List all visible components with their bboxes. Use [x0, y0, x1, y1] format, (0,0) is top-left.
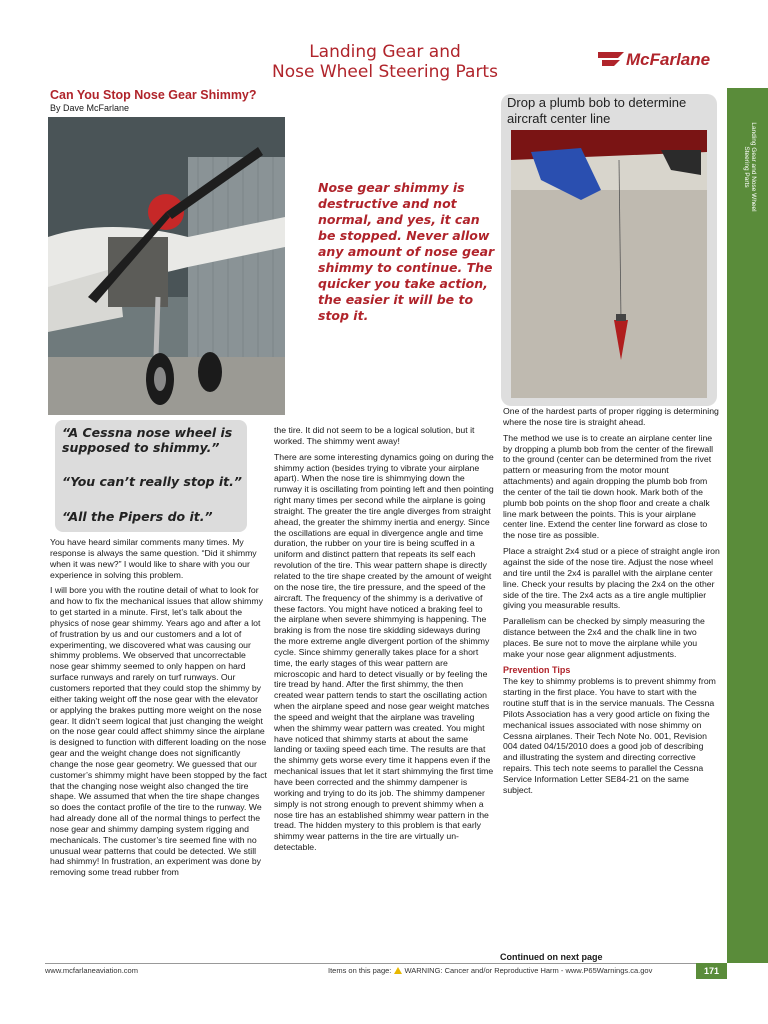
callout-title: Drop a plumb bob to determine aircraft center line — [507, 95, 687, 126]
article-intro: Nose gear shimmy is destructive and not normal, and yes, it can be stopped. Never allow any amount of nose gear shimmy to continue. The quicker you take action, the easier it will be to stop it. — [318, 180, 495, 323]
page-header-title — [230, 42, 540, 82]
body-column-3 — [503, 406, 720, 801]
col2-paragraph: There are some interesting dynamics going on during the shimmy action (besides trying to vibrate your airplane apart). When the nose tire is shimmying down the runway it is oscillating from pointing left and then pointing right many times per second while the airplane is going straight. The greater the tire angle diverges from straight ahead, the greater the shimmy inertia and energy. Since the oscillations are equal in divergence angle and time duration, the rubber on your tire is being scuffed in a uniform and distinct pattern that repeats its self each revolution of the tire. This wear pattern shape is directly related to the tire shape created by the amount of weight on the nose tire, the tire pressure, and the speed of the aircraft. The frequency of the shimmy is a derivative of these factors. You might have noticed a braking feel to the airplane when severe shimmying is happening. The braking is from the nose tire skidding sideways during the more extreme angle divergent portion of the shimmy cycle. Since shimmy generally takes place for a short time, the early stages of this wear pattern are microscopic and hard to detect visually or by feeling the tire tread by hand. After the first shimmy, the then created wear pattern tends to start the oscillating action when the airplane speed and nose gear weight matches the speed and weight that the airplane was traveling when the shimmy wear pattern was created. You might have noticed that shimmy starts at about the same landing or taxiing speed each time. The results are that the shimmy gets worse every time it happens even if the mechanical issues that let it start shimmying the first time have been corrected and the shimmy dampener is working and trying to do its job. The shimmy dampener simply is not strong enough to prevent shimmy when a nose tire has an established shimmy wear pattern in the tread. The hidden mystery to this problem is that early shimmy wear patterns in the tire are virtually un-detectable. — [274, 451, 494, 853]
warning-link[interactable]: WARNING: Cancer and/or Reproductive Harm - www.P65Warnings.ca.gov — [404, 966, 653, 975]
col3-paragraph: Parallelism can be checked by simply measuring the distance between the 2x4 and the chalk line in two places. Be sure not to move the airplane while you make your nose gear alignment adjustments. — [503, 616, 705, 659]
prevention-text: The key to shimmy problems is to prevent shimmy from starting in the first place. You have to start with the routine stuff that is in the service manuals. The Cessna Pilots Association has a very good article on fixing the mechanical issues associated with nose shimmy on Cessna airplanes. Their Tech Note No. 001, Revision 004 dated 04/15/2010 does a good job of describing and illustrating the system and directing corrective repairs. This tech note seems to parallel the Cessna Service Information Letter SE84-21 on the same subject. — [503, 676, 716, 795]
header-title-line-1: Landing Gear and — [309, 42, 461, 62]
quote-3: “All the Pipers do it.” — [62, 509, 213, 524]
continued-note: Continued on next page — [500, 952, 603, 962]
page-number: 171 — [696, 963, 727, 979]
logo-swoosh-icon — [596, 46, 726, 72]
section-side-tab — [727, 88, 768, 963]
col3-paragraph: Place a straight 2x4 stud or a piece of straight angle iron against the side of the nose tire. Adjust the nose wheel and tire until the 2x4 is parallel with the airplane center line. Check your results by placing the 2x4 on the other side of the tire. The 2x4 acts as a tire angle multiplier giving you measurable results. — [503, 546, 720, 611]
body-column-2 — [274, 425, 494, 858]
article-title: Can You Stop Nose Gear Shimmy? — [50, 88, 257, 102]
warning-triangle-icon — [394, 967, 402, 974]
article-byline: By Dave McFarlane — [50, 103, 130, 113]
mcfarlane-logo[interactable] — [596, 46, 726, 72]
col2-paragraph: the tire. It did not seem to be a logical solution, but it worked. The shimmy went away! — [274, 425, 475, 446]
footer-website-link[interactable]: www.mcfarlaneaviation.com — [45, 966, 138, 975]
quote-2: “You can’t really stop it.” — [62, 474, 242, 489]
side-tab-label: Landing Gear and Nose Wheel Steering Parts — [743, 122, 757, 212]
header-title-line-2: Nose Wheel Steering Parts — [272, 62, 498, 82]
footer-warning — [328, 966, 652, 975]
quote-1: “A Cessna nose wheel is supposed to shimmy.” — [62, 425, 233, 455]
airplane-photo — [48, 117, 285, 415]
col3-paragraph: One of the hardest parts of proper rigging is determining where the nose tire is straight ahead. — [503, 406, 719, 427]
warning-prefix: Items on this page: — [328, 966, 394, 975]
col1-paragraph: You have heard similar comments many times. My response is always the same question. “Did it shimmy when it was new?” I would like to share with you our experience in solving this problem. — [50, 537, 257, 580]
col1-paragraph: I will bore you with the routine detail of what to look for and how to fix the mechanical issues that allow shimmy to get started in a minute. First, let’s talk about the physics of nose gear shimmy. Years ago and after a lot of frustration by us and our customers and a lot of experimenting, we discovered what was causing our shimmy problems. We observed that uncorrectable nose gear shimmy seemed to only happen on hard surface runways and rarely on turf runways. Our customers reported that they could stop the shimmy by either taking weight off the nose gear with the elevator or applying the brakes putting more weight on the nose gear. It didn’t seem logical that just changing the weight on the nose gear could affect shimmy since the airplane is designed to function with different loading on the nose gear and the weight change does not significantly change the nose gear geometry. We guessed that our customer’s shimmy might have been stopped by the fact that the changing nose weight also changed the tire shape. We assumed that when the tire shape changes so does the contact profile of the tire to the runway. We had already done all of the normal things to perfect the nose gear and shimmy damping system rigging and mechanicals. The customer’s tire seemed fine with no unusual wear patterns that could be detected. We still had shimmy! In frustration, an experiment was done by removing some tread rubber from — [50, 585, 267, 878]
svg-text:McFarlane: McFarlane — [626, 50, 711, 69]
plumb-bob-photo — [511, 130, 707, 398]
prevention-heading: Prevention Tips — [503, 664, 571, 675]
body-column-1 — [50, 537, 267, 883]
col3-paragraph: The method we use is to create an airplane center line by dropping a plumb bob from the center of the firewall to the ground (center can be determined from the rivet pattern or measuring from the motor mount attachments) and again dropping the plumb bob from the center of the tail tie down hook. Mark both of the plumb bob points on the shop floor and create a chalk line mark between the points. This is your airplane center line. Extend the center line forward as close to the nose tire as possible. — [503, 432, 714, 541]
footer-divider — [45, 963, 725, 964]
